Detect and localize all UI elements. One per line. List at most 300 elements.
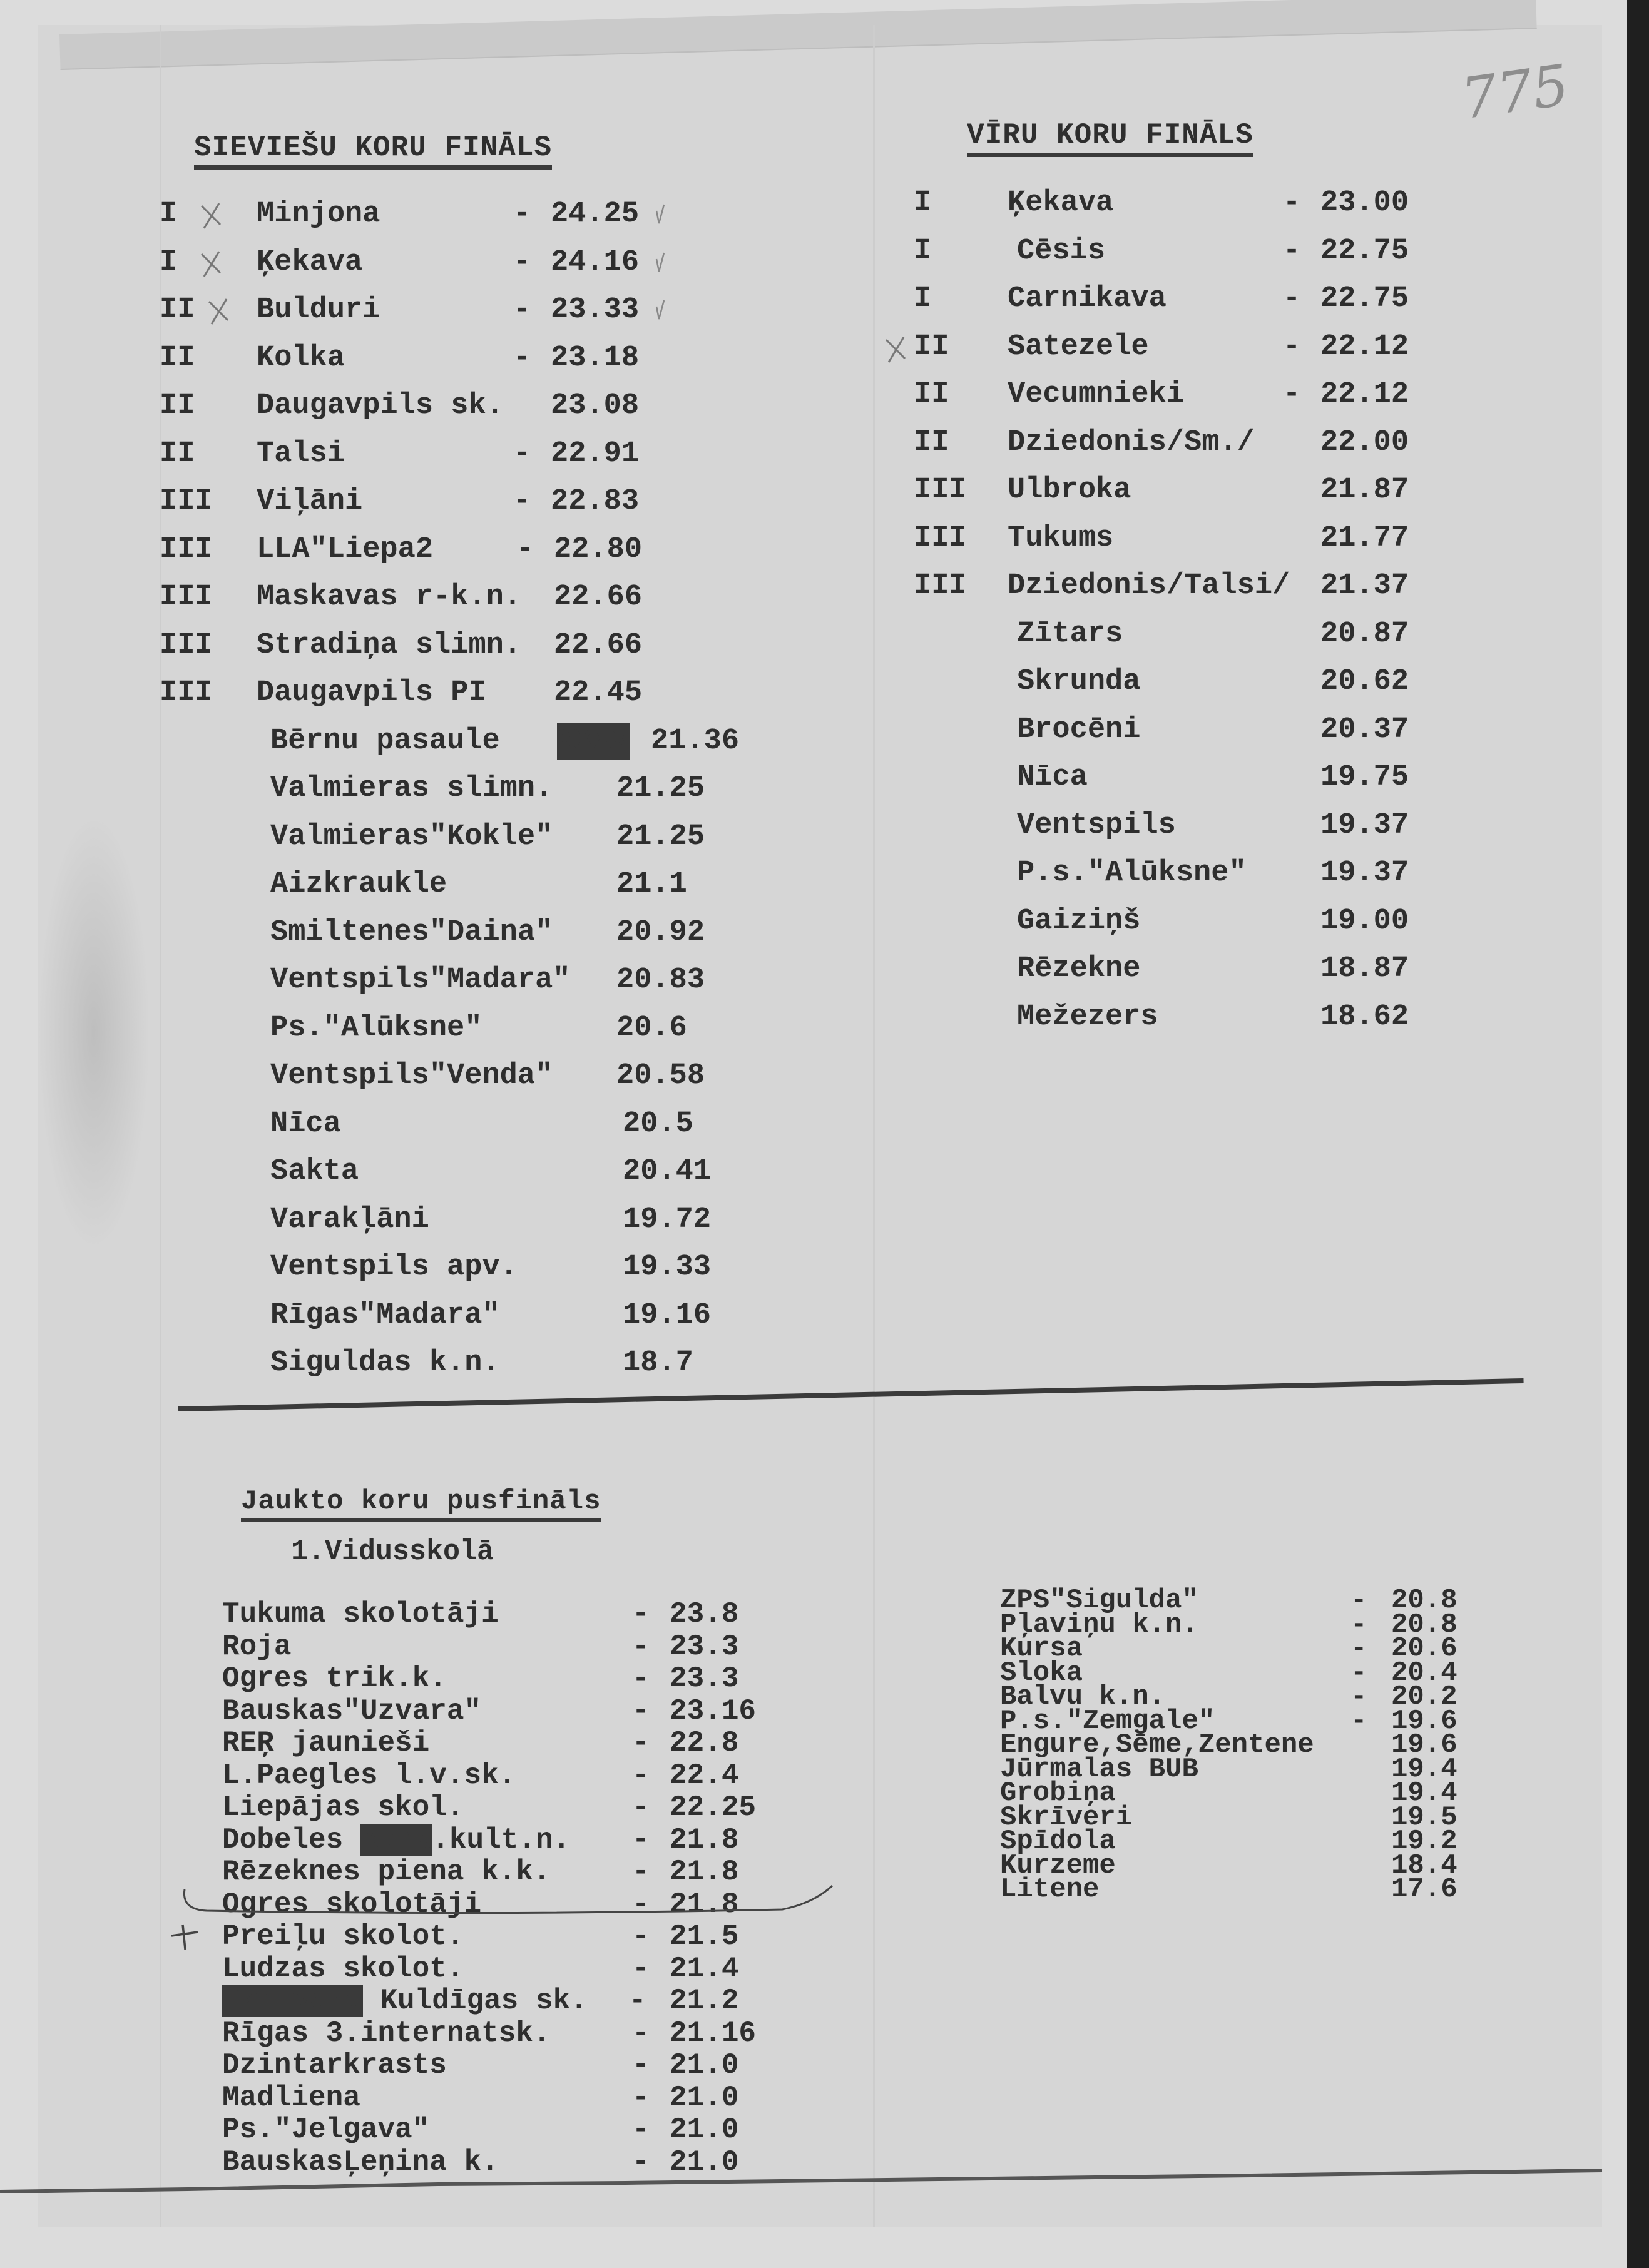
choir-name-group [222,1792,464,1823]
score-value: 21.4 [670,1952,739,1985]
score-value: 22.75 [1320,234,1409,268]
choir-name: Ventspils"Venda" [270,1059,553,1092]
choir-name: Ventspils [1017,808,1176,842]
dash-separator: - [1283,282,1301,315]
choir-name: Nīca [1017,761,1088,794]
women-final-heading: SIEVIEŠU KORU FINĀLS [194,131,552,170]
dash-separator: - [632,1598,650,1630]
mixed-result-row [222,1663,785,1694]
men-result-row [914,807,1508,845]
dash-separator: - [632,1856,650,1888]
choir-name: Ķekava [257,245,363,279]
score-value: 21.25 [616,820,705,853]
fold-line [873,25,875,2227]
mixed-result-row [222,2114,785,2145]
choir-name: Valmieras"Kokle" [270,820,553,853]
score-value: 23.3 [670,1662,739,1695]
men-final-heading: VĪRU KORU FINĀLS [967,119,1253,157]
choir-name: Daugavpils sk. [257,389,504,422]
score-value: 20.6 [1391,1633,1458,1664]
rank-label: II [914,425,949,459]
choir-name: Ulbroka [1008,474,1131,507]
mixed-result-row [222,1631,785,1662]
men-result-row [914,759,1508,796]
score-value: 23.3 [670,1630,739,1663]
rank-label: II [160,389,195,422]
dash-separator: - [632,1662,650,1695]
choir-name: Kurzeme [1000,1849,1116,1881]
rank-label: I [914,282,932,315]
handwritten-underline [181,1884,839,1928]
dash-separator: - [516,532,534,566]
struck-out-text: Skrīveri [223,1985,362,2017]
rank-label: III [914,569,967,603]
rank-label: III [914,474,967,507]
choir-name-group [222,2082,360,2113]
choir-name: Ogres trik.k. [222,1662,447,1695]
choir-name: Ķekava [1008,186,1114,220]
dash-separator: - [1350,1681,1367,1712]
score-value: 20.2 [1391,1681,1458,1712]
women-result-row [160,818,785,856]
dash-separator: - [632,1694,650,1727]
score-value: 21.0 [670,2145,739,2179]
choir-name: Sakta [270,1155,359,1188]
dash-separator: - [632,1920,650,1953]
choir-name-group [222,1663,447,1694]
dash-separator: - [1350,1609,1367,1640]
score-value: 19.6 [1391,1729,1458,1761]
score-value: 22.75 [1320,282,1409,315]
women-result-row [160,435,785,473]
score-value: 20.83 [616,964,705,997]
rank-label: III [160,485,213,518]
mixed-result-row [222,1824,785,1856]
choir-name: Jūrmalas BUB [1000,1753,1198,1785]
choir-name: Skrunda [1017,665,1141,698]
score-value: 21.16 [670,2016,757,2050]
score-value: 18.62 [1320,1000,1409,1034]
mixed-result-row [222,1953,785,1985]
choir-name: Valmieras slimn. [270,772,553,805]
choir-name: Ventspils apv. [270,1251,518,1284]
choir-name: Minjona [257,198,380,231]
score-value: 20.8 [1391,1585,1458,1616]
choir-name: Cēsis [1017,234,1106,268]
rank-label: III [160,676,213,709]
dash-separator: - [1350,1705,1367,1737]
choir-name-group [222,2018,551,2049]
rank-label: I [914,234,932,268]
score-value: 18.7 [623,1346,693,1380]
women-result-row [160,531,785,569]
choir-name-group [222,1631,291,1662]
score-value: 20.6 [616,1011,687,1045]
choir-name: ZPS"Sigulda" [1000,1585,1198,1616]
women-result-row [160,914,785,952]
dash-separator: - [513,485,531,518]
score-value: 20.92 [616,915,705,949]
handwritten-x-icon [199,248,224,279]
score-value: 21.0 [670,2113,739,2146]
score-value: 23.33 [551,293,640,327]
choir-name: Madliena [222,2081,360,2114]
choir-name-group [222,1953,464,1985]
score-value: 21.8 [670,1856,739,1888]
choir-name: Siguldas k.n. [270,1346,500,1380]
choir-name-prefix: Dobeles [222,1823,360,1856]
choir-name: L.Paegles l.v.sk. [222,1759,516,1792]
choir-name: P.s."Zemgale" [1000,1705,1215,1737]
dash-separator: - [513,437,531,470]
mixed-result-row [222,2050,785,2081]
choir-name: Zītars [1017,617,1123,651]
choir-name: Vecumnieki [1008,378,1185,411]
score-value: 23.08 [551,389,640,422]
choir-name: Preiļu skolot. [222,1920,464,1953]
choir-name: Pļaviņu k.n. [1000,1609,1198,1640]
score-value: 19.00 [1320,904,1409,938]
mixed-result-row [1000,1874,1476,1905]
score-value: 22.83 [551,485,640,518]
score-value: 21.5 [670,1920,739,1953]
men-result-row [914,280,1508,318]
choir-name: Spīdola [1000,1826,1116,1857]
score-value: 21.8 [670,1823,739,1856]
choir-name: .kult.n. [432,1823,571,1856]
choir-name-group [222,1760,516,1791]
score-value: 22.4 [670,1759,739,1792]
mixed-result-row [222,2147,785,2178]
score-value: 20.4 [1391,1657,1458,1689]
men-result-row [914,903,1508,940]
men-result-row [914,520,1508,557]
choir-name: Ludzas skolot. [222,1952,464,1985]
dash-separator: - [513,341,531,375]
score-value: 22.25 [670,1791,757,1824]
dash-separator: - [632,1630,650,1663]
choir-name-group [222,2147,499,2178]
women-result-row [160,244,785,282]
rank-label: I [914,186,932,220]
score-value: 18.87 [1320,952,1409,985]
mixed-result-row [222,1760,785,1791]
women-result-row [160,387,785,425]
dash-separator: - [1350,1633,1367,1664]
women-result-row [160,1249,785,1286]
dash-separator: - [632,1727,650,1759]
choir-name: Rīgas"Madara" [270,1298,500,1332]
women-result-row [160,292,785,329]
women-result-row [160,483,785,521]
score-value: 23.18 [551,341,640,375]
choir-name: Kolka [257,341,345,375]
score-value: 19.72 [623,1203,712,1236]
dash-separator: - [632,1823,650,1856]
score-value: 21.0 [670,2049,739,2082]
choir-name-group [222,1824,570,1856]
women-result-row [160,340,785,377]
men-result-row [914,663,1508,701]
choir-name: Maskavas r-k.n. [257,581,522,614]
men-result-row [914,711,1508,749]
score-value: 24.16 [551,245,640,279]
score-value: 21.36 [651,724,740,758]
choir-name: Engure,Sēme,Zentene [1000,1729,1314,1761]
choir-name: Roja [222,1630,292,1663]
choir-name: Ventspils"Madara" [270,964,571,997]
dash-separator: - [632,2081,650,2114]
dash-separator: - [1283,330,1301,364]
men-result-row [914,855,1508,892]
rank-label: II [160,341,195,375]
handwritten-x-icon [207,295,232,327]
score-value: 21.1 [616,868,687,901]
choir-name: Ps."Alūksne" [270,1011,482,1045]
rank-label: III [160,628,213,662]
choir-name: Varakļāni [270,1203,429,1236]
score-value: 22.66 [554,628,643,662]
choir-name: Bauskas"Uzvara" [222,1694,482,1727]
choir-name: Bērnu pasaule [270,724,500,758]
rank-label: II [160,437,195,470]
dash-separator: - [632,2016,650,2050]
score-value: 20.41 [623,1155,712,1188]
women-result-row [160,1201,785,1239]
rank-label: II [160,293,195,327]
choir-name: Grobiņa [1000,1777,1116,1809]
handwritten-check-icon [654,250,666,275]
choir-name: P.s."Alūksne" [1017,857,1247,890]
score-value: 22.12 [1320,330,1409,364]
men-result-row [914,185,1508,222]
dash-separator: - [632,1759,650,1792]
choir-name-group [222,2050,447,2081]
choir-name: Tukums [1008,521,1114,555]
dash-separator: - [513,198,531,231]
men-result-row [914,567,1508,605]
handwritten-x-icon [884,333,909,365]
men-result-row [914,616,1508,653]
score-value: 21.87 [1320,474,1409,507]
dash-separator: - [632,1791,650,1824]
mixed-venue: 1.Vidusskolā [291,1536,494,1568]
score-value: 23.16 [670,1694,757,1727]
score-value: 22.00 [1320,425,1409,459]
struck-out-text: xkmk [361,1823,431,1856]
choir-name-group [222,1985,588,2016]
men-result-row [914,950,1508,988]
score-value: 22.80 [554,532,643,566]
choir-name: Mežezers [1017,1000,1158,1034]
choir-name: Skrīveri [1000,1801,1133,1833]
choir-name: Liepājas skol. [222,1791,464,1824]
women-result-row [160,674,785,712]
score-value: 21.25 [616,772,705,805]
dash-separator: - [1283,378,1301,411]
choir-name: Satezele [1008,330,1149,364]
score-value: 19.16 [623,1298,712,1332]
choir-name: Balvu k.n. [1000,1681,1166,1712]
handwritten-check-icon [654,202,666,227]
choir-name: Ps."Jelgava" [222,2113,430,2146]
dash-separator: - [632,2145,650,2179]
women-result-row [160,770,785,808]
score-value: 18.4 [1391,1849,1458,1881]
choir-name: Kursa [1000,1633,1083,1664]
women-result-row [160,1297,785,1335]
women-result-row [160,1153,785,1191]
choir-name: Gaiziņš [1017,904,1141,938]
choir-name: Nīca [270,1107,341,1141]
men-result-row [914,472,1508,509]
handwritten-x-icon [199,200,224,231]
rank-label: III [160,581,213,614]
women-result-row [160,196,785,233]
choir-name: REŖ jaunieši [222,1727,430,1759]
score-value: 20.8 [1391,1609,1458,1640]
choir-name: Dziedonis/Sm./ [1008,425,1255,459]
rank-label: II [914,378,949,411]
score-value: 21.8 [670,1888,739,1921]
dash-separator: - [1350,1657,1367,1689]
rank-label: III [160,532,213,566]
choir-name: Tukuma skolotāji [222,1598,499,1630]
score-value: 19.33 [623,1251,712,1284]
score-value: 22.66 [554,581,643,614]
choir-name: Rēzekne [1017,952,1141,985]
choir-name: Ogres skolotāji [222,1888,482,1921]
choir-name: Brocēni [1017,713,1141,746]
men-result-row [914,328,1508,366]
choir-name: Dziedonis/Talsi/ [1008,569,1290,603]
women-result-row [160,1010,785,1047]
score-value: 19.75 [1320,761,1409,794]
women-result-row [160,866,785,903]
choir-name-group [222,2114,429,2145]
score-value: 19.6 [1391,1705,1458,1737]
water-stain [38,813,150,1251]
score-value: 20.87 [1320,617,1409,651]
men-result-row [914,233,1508,270]
score-value: 22.91 [551,437,640,470]
handwritten-page-number: 775 [1457,52,1573,133]
choir-name: Carnikava [1008,282,1167,315]
mixed-result-row [222,1985,785,2016]
dash-separator: - [1283,234,1301,268]
choir-name-group [222,1599,499,1630]
mixed-result-row [222,1696,785,1727]
dash-separator: - [632,1888,650,1921]
dash-separator: - [632,2049,650,2082]
choir-name-group [222,1696,481,1727]
score-value: 23.00 [1320,186,1409,220]
dash-separator: - [1350,1585,1367,1616]
choir-name: Aizkraukle [270,868,447,901]
dash-separator: - [513,245,531,279]
rank-label: II [914,330,949,364]
score-value: 22.45 [554,676,643,709]
score-value: 22.12 [1320,378,1409,411]
women-result-row [160,627,785,664]
mixed-result-row [222,1599,785,1630]
choir-name: Viļāni [257,485,363,518]
choir-name: Sloka [1000,1657,1083,1689]
score-value: 24.25 [551,198,640,231]
choir-name: Litene [1000,1874,1100,1905]
scanner-edge [1627,0,1649,2268]
mixed-result-row [222,2018,785,2049]
rank-label: I [160,198,178,231]
women-result-row [160,1345,785,1382]
choir-name: Talsi [257,437,345,470]
dash-separator: - [513,293,531,327]
score-value: 21.2 [670,1985,739,2017]
mixed-result-row [222,1856,785,1888]
dash-separator: - [632,1952,650,1985]
score-value: 19.4 [1391,1777,1458,1809]
score-value: 23.8 [670,1598,739,1630]
men-result-row [914,999,1508,1036]
women-result-row [160,579,785,616]
score-value: 21.0 [670,2081,739,2114]
mixed-result-row [222,1727,785,1759]
score-value: 20.37 [1320,713,1409,746]
dash-separator: - [632,2113,650,2146]
choir-name: BauskasĻeņina k. [222,2145,499,2179]
choir-name: Smiltenes"Daina" [270,915,553,949]
score-value: 19.5 [1391,1801,1458,1833]
women-result-row [160,1057,785,1095]
women-result-row [160,723,785,760]
choir-name-group [222,1727,429,1759]
mixed-result-row [222,2082,785,2113]
choir-name: Bulduri [257,293,380,327]
choir-name: Rēzeknes piena k.k. [222,1856,551,1888]
choir-name: Stradiņa slimn. [257,628,522,662]
women-result-row [160,962,785,999]
score-value: 20.62 [1320,665,1409,698]
women-result-row [160,1106,785,1143]
mixed-result-row [222,1792,785,1823]
score-value: 22.8 [670,1727,739,1759]
choir-name: Dzintarkrasts [222,2049,447,2082]
choir-name: LLA"Liepa2 [257,532,434,566]
struck-out-text: XXXX [557,723,630,760]
rank-label: I [160,245,178,279]
score-value: 21.37 [1320,569,1409,603]
men-result-row [914,424,1508,462]
score-value: 19.2 [1391,1826,1458,1857]
score-value: 20.58 [616,1059,705,1092]
choir-name: Daugavpils PI [257,676,486,709]
mixed-semifinal-heading: Jaukto koru pusfināls [241,1486,601,1522]
dash-separator: - [1283,186,1301,220]
men-result-row [914,376,1508,414]
score-value: 17.6 [1391,1874,1458,1905]
choir-name: Kuldīgas sk. [362,1985,588,2017]
dash-separator: - [629,1985,646,2017]
score-value: 19.37 [1320,808,1409,842]
score-value: 19.37 [1320,857,1409,890]
score-value: 20.5 [623,1107,693,1141]
score-value: 21.77 [1320,521,1409,555]
choir-name: Rīgas 3.internatsk. [222,2016,551,2050]
choir-name-group [222,1856,551,1888]
handwritten-check-icon [654,298,666,323]
rank-label: III [914,521,967,555]
score-value: 19.4 [1391,1753,1458,1785]
